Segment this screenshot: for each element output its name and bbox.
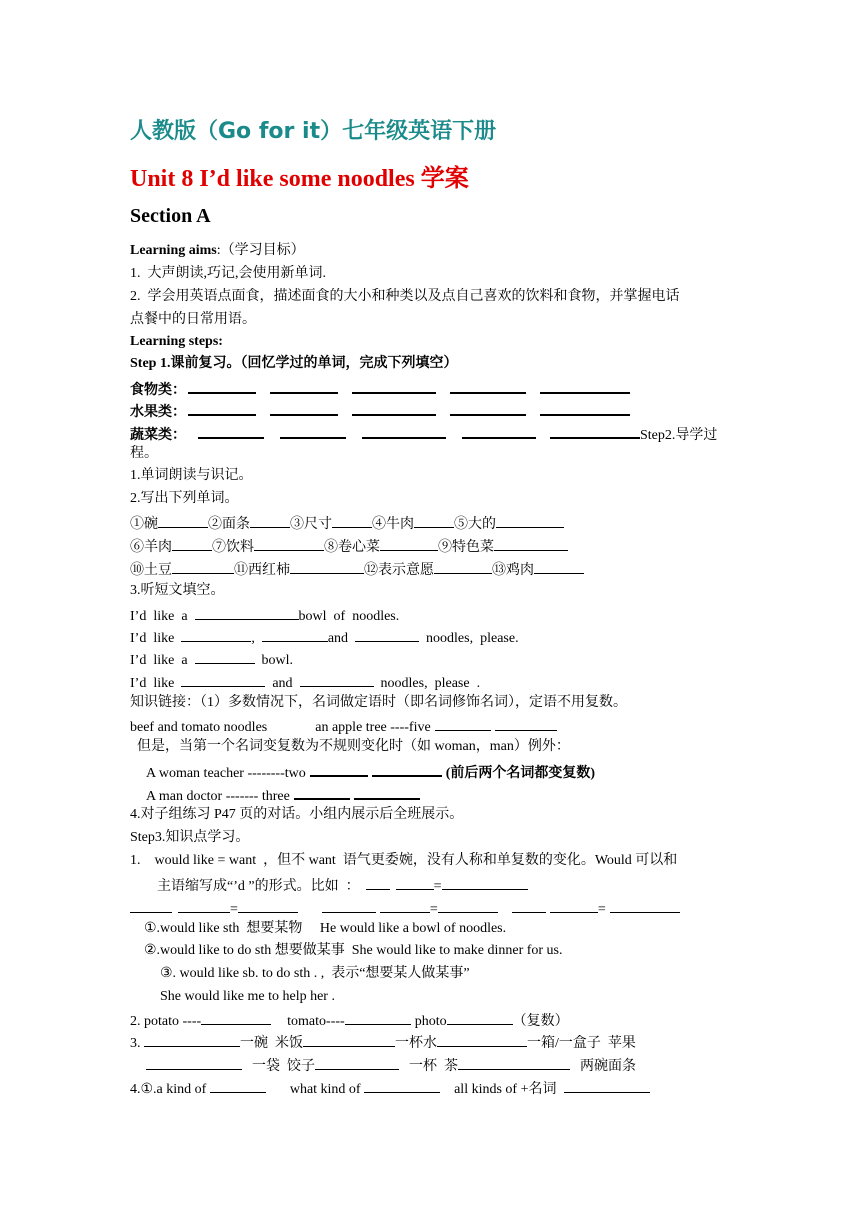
document-title: 人教版（Go for it）七年级英语下册 [130, 119, 497, 144]
blank[interactable] [362, 423, 446, 439]
blank[interactable] [364, 1078, 440, 1093]
vocab-prompt: ⑧卷心菜 [324, 540, 380, 555]
blank[interactable] [550, 898, 598, 913]
pair-practice: 4.对子组练习 P47 页的对话。小组内展示后全班展示。 [130, 807, 464, 822]
text: noodles, please. [419, 631, 519, 646]
text: tomato---- [287, 1014, 345, 1029]
blank[interactable] [462, 423, 536, 439]
knowledge-line-3: 但是，当第一个名词变复数为不规则变化时（如 woman，man）例外： [130, 739, 570, 754]
blank[interactable] [437, 1032, 527, 1047]
text: and [327, 631, 356, 646]
blank[interactable] [610, 898, 680, 913]
blank[interactable] [158, 513, 208, 528]
blank[interactable] [198, 423, 264, 439]
blank[interactable] [290, 559, 364, 574]
text: 4.①.a kind of [130, 1082, 210, 1097]
vocab-prompt: ①碗 [130, 517, 158, 532]
text: I’d like [130, 631, 182, 646]
text: （复数） [512, 1014, 569, 1029]
vocab-row-1 [130, 513, 564, 534]
listen-line-4 [130, 672, 480, 693]
blank[interactable] [380, 898, 430, 913]
point-1-sub-2: ②.would like to do sth 想要做某事 She would like to make dinner for us. [144, 943, 563, 958]
listen-line-3 [130, 649, 293, 670]
blank[interactable] [254, 536, 324, 551]
blank[interactable] [380, 536, 438, 551]
listen-line-1 [130, 605, 399, 626]
blank[interactable] [144, 1032, 240, 1047]
aims-item-1: 1. 大声朗读,巧记,会使用新单词. [130, 266, 326, 281]
blank[interactable] [540, 378, 630, 394]
blank[interactable] [442, 875, 528, 890]
text: 一碗 米饭 [240, 1036, 303, 1051]
blank[interactable] [188, 378, 256, 394]
vocab-prompt: ④牛肉 [372, 517, 414, 532]
food-row [130, 378, 630, 400]
blank[interactable] [262, 627, 328, 642]
blank[interactable] [447, 1010, 513, 1025]
knowledge-line-2 [130, 716, 557, 737]
step3-heading: Step3.知识点学习。 [130, 830, 250, 845]
text: 一杯 茶 [409, 1059, 458, 1074]
listen-heading: 3.听短文填空。 [130, 583, 225, 598]
text: photo [414, 1014, 447, 1029]
blank[interactable] [300, 672, 374, 687]
blank[interactable] [280, 423, 346, 439]
food-label: 食物类： [130, 383, 186, 398]
blank[interactable] [294, 784, 350, 800]
vocab-prompt: ⑤大的 [454, 517, 496, 532]
blank[interactable] [210, 1078, 266, 1093]
listen-line-2 [130, 627, 519, 648]
text: 3. [130, 1036, 144, 1051]
vocab-prompt: ⑨特色菜 [438, 540, 494, 555]
blank[interactable] [396, 875, 434, 890]
aims-item-2-cont: 点餐中的日常用语。 [130, 312, 256, 327]
section-heading: Section A [130, 205, 211, 227]
knowledge-line-5 [146, 784, 420, 806]
blank[interactable] [434, 559, 492, 574]
step2-heading-cont: 程。 [130, 446, 158, 461]
text: what kind of [289, 1082, 365, 1097]
blank[interactable] [201, 1010, 271, 1025]
blank[interactable] [458, 1055, 570, 1070]
blank[interactable] [332, 513, 372, 528]
text: beef and tomato noodles [130, 720, 268, 735]
aims-label-suffix: :（学习目标） [216, 243, 305, 258]
text: = [429, 902, 438, 917]
step1-heading: Step 1.课前复习。（回忆学过的单词，完成下列填空） [130, 356, 458, 371]
blank[interactable] [354, 784, 420, 800]
blank[interactable] [438, 898, 498, 913]
text: 一杯水 [395, 1036, 437, 1051]
blank[interactable] [450, 378, 526, 394]
text: 两碗面条 [580, 1059, 636, 1074]
blank[interactable] [303, 1032, 395, 1047]
step2-item-1: 1.单词朗读与识记。 [130, 468, 253, 483]
blank[interactable] [496, 513, 564, 528]
knowledge-line-1: 知识链接：（1）多数情况下，名词做定语时（即名词修饰名词），定语不用复数。 [130, 695, 627, 710]
point-1-sub-4: She would like me to help her . [160, 989, 335, 1004]
blank[interactable] [238, 898, 298, 913]
text: noodles, please . [373, 676, 481, 691]
blank[interactable] [172, 536, 212, 551]
blank[interactable] [494, 536, 568, 551]
point-3 [130, 1032, 636, 1053]
unit-title: Unit 8 I’d like some noodles 学案 [130, 166, 469, 192]
text: I’d like a [130, 653, 195, 668]
blank[interactable] [540, 400, 630, 416]
blank[interactable] [534, 559, 584, 574]
aims-label: Learning aims [130, 243, 217, 258]
vocab-prompt: ③尺寸 [290, 517, 332, 532]
text: an apple tree ----five [315, 720, 431, 735]
blank[interactable] [450, 400, 526, 416]
vocab-prompt: ⑫表示意愿 [364, 563, 434, 578]
blank[interactable] [366, 875, 390, 890]
blank[interactable] [270, 378, 338, 394]
step2-heading: Step2.导学过 [640, 428, 718, 443]
text: 一箱/一盒子 苹果 [527, 1036, 636, 1051]
blank[interactable] [495, 716, 557, 731]
knowledge-line-4 [146, 761, 595, 783]
blank[interactable] [310, 761, 368, 777]
aims-item-2: 2. 学会用英语点面食，描述面食的大小和种类以及点自己喜欢的饮料和食物，并掌握电话 [130, 289, 680, 304]
veg-row [130, 423, 717, 445]
vocab-prompt: ⑥羊肉 [130, 540, 172, 555]
text: 主语缩写成“’d ”的形式。比如 ： [157, 879, 360, 894]
blank[interactable] [372, 761, 442, 777]
blank[interactable] [195, 649, 255, 664]
blank[interactable] [512, 898, 546, 913]
blank[interactable] [345, 1010, 411, 1025]
blank[interactable] [146, 1055, 242, 1070]
blank[interactable] [355, 627, 419, 642]
point-1: 1. would like = want ，但不 want 语气更委婉，没有人称和单复数的变化。Would 可以和 [130, 853, 678, 868]
text: bowl of noodles. [298, 609, 400, 624]
blank[interactable] [178, 898, 230, 913]
blank[interactable] [270, 400, 338, 416]
text: all kinds of +名词 [454, 1082, 557, 1097]
blank[interactable] [550, 423, 640, 439]
text: = [230, 902, 238, 917]
blank[interactable] [414, 513, 454, 528]
blank[interactable] [181, 672, 265, 687]
text: , [251, 631, 262, 646]
point-2 [130, 1010, 569, 1031]
blank[interactable] [315, 1055, 399, 1070]
vocab-prompt: ⑦饮料 [212, 540, 254, 555]
blank[interactable] [181, 627, 251, 642]
blank[interactable] [564, 1078, 650, 1093]
point-4 [130, 1078, 650, 1099]
blank[interactable] [195, 605, 299, 620]
vocab-prompt: ⑪西红柿 [234, 563, 290, 578]
text: 一袋 饺子 [252, 1059, 315, 1074]
text: A man doctor ------- three [146, 789, 290, 804]
blank[interactable] [250, 513, 290, 528]
blank[interactable] [188, 400, 256, 416]
vocab-prompt: ②面条 [208, 517, 250, 532]
point-1-sub-3: ③. would like sb. to do sth . , 表示“想要某人做某事” [160, 966, 470, 981]
fruit-label: 水果类： [130, 405, 186, 420]
steps-heading: Learning steps: [130, 334, 223, 349]
text: = [597, 902, 606, 917]
step2-item-2: 2.写出下列单词。 [130, 491, 239, 506]
aims-heading [130, 242, 305, 260]
note: (前后两个名词都变复数) [445, 766, 596, 781]
blank[interactable] [172, 559, 234, 574]
point-1-blanks [130, 898, 680, 919]
blank[interactable] [352, 400, 436, 416]
vocab-prompt: ⑬鸡肉 [492, 563, 534, 578]
vocab-row-2 [130, 536, 568, 557]
text: I’d like [130, 676, 182, 691]
text: = [433, 879, 442, 894]
blank[interactable] [352, 378, 436, 394]
text: bowl. [254, 653, 294, 668]
blank[interactable] [322, 898, 376, 913]
point-1-cont [157, 875, 528, 896]
blank[interactable] [435, 716, 491, 731]
point-3-cont [146, 1055, 636, 1076]
vocab-prompt: ⑩土豆 [130, 563, 172, 578]
point-1-sub-1: ①.would like sth 想要某物 He would like a bowl of noodles. [144, 921, 507, 936]
fruit-row [130, 400, 630, 422]
text: and [265, 676, 300, 691]
veg-label: 蔬菜类： [130, 428, 186, 443]
text: A woman teacher --------two [146, 766, 306, 781]
text: 2. potato ---- [130, 1014, 202, 1029]
blank[interactable] [130, 898, 172, 913]
vocab-row-3 [130, 559, 584, 580]
text: I’d like a [130, 609, 195, 624]
